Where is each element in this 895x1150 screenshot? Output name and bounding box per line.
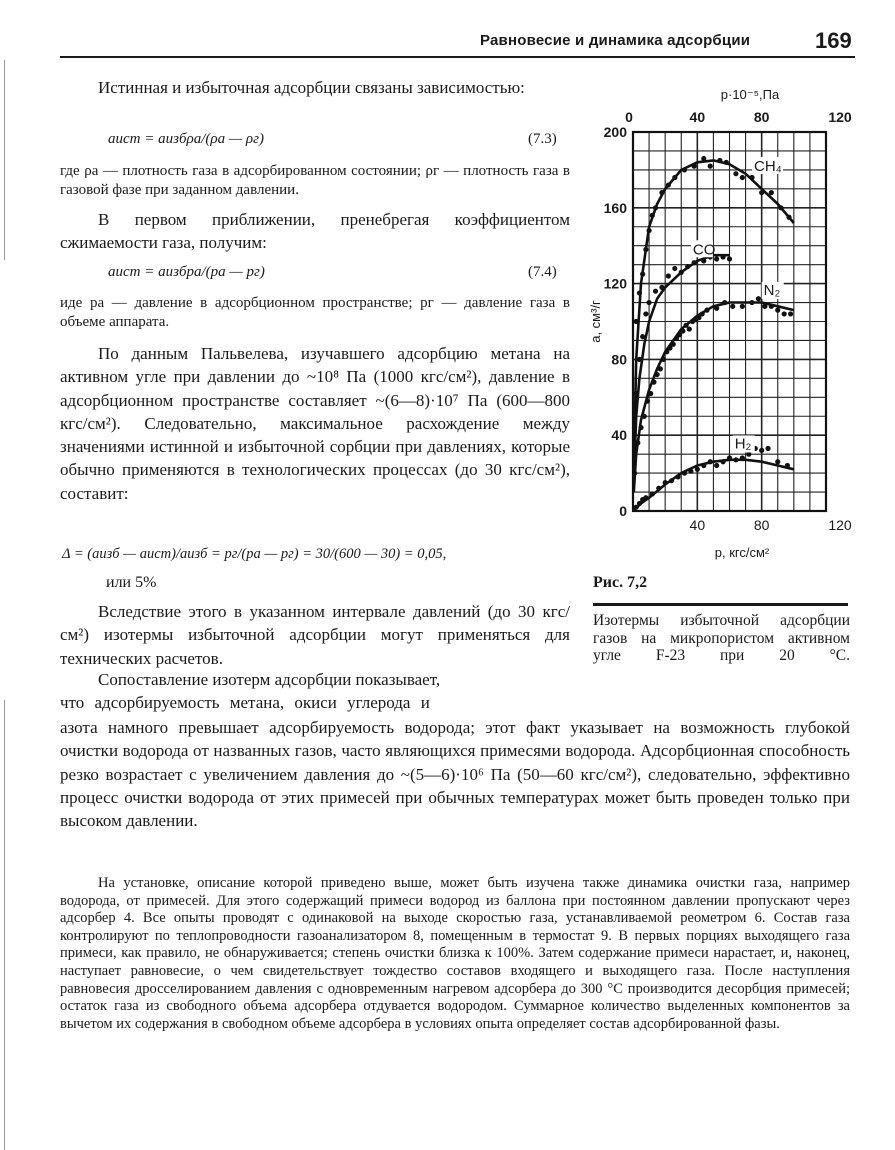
figure-caption-text: Изотермы избыточной адсорбции газов на микропористом активном угле F-23 при 20 °C.: [593, 612, 850, 664]
y-tick-label: 40: [611, 427, 627, 444]
series-label: CH₄: [754, 157, 782, 175]
data-point: [645, 398, 650, 403]
top-tick-label: 120: [828, 109, 852, 125]
data-point: [762, 304, 767, 309]
equation-delta: Δ = (aизб — aист)/aизб = pг/(pа — pг) = 30/(600 — 30) = 0,05,: [62, 546, 447, 562]
data-point: [679, 270, 684, 275]
data-point: [717, 158, 722, 163]
data-point: [666, 273, 671, 278]
data-point: [656, 486, 661, 491]
data-point: [685, 264, 690, 269]
data-point: [708, 164, 713, 169]
chart-grid: [633, 132, 826, 511]
data-point: [708, 459, 713, 464]
data-point: [671, 342, 676, 347]
paragraph-palvelev-data: По данным Пальвелева, изучавшего адсорбцию метана на активном угле при давлении до ~10⁸ Па (1000 кгс/см²), давление в адсорбционном пространстве составляет ~(6—8)·10⁷ Па (600—800 кгс/см²). Следовательно, максимальное расхождение между значениями истинной и избыточной сорбции при давлениях, которые обычно применяются в технологических процессах (до 30 кгс/см²), составит:: [60, 344, 570, 503]
data-point: [704, 308, 709, 313]
paragraph-pressure-definition: иде pа — давление в адсорбционном пространстве; pг — давление газа в объеме аппарата.: [60, 295, 570, 330]
data-point: [663, 480, 668, 485]
series-label: N₂: [763, 281, 781, 299]
data-point: [730, 304, 735, 309]
equation-delta-result: или 5%: [106, 574, 157, 591]
equation-7-4-number: (7.4): [528, 264, 557, 280]
data-point: [650, 491, 655, 496]
top-axis-title: p·10⁻⁵,Па: [720, 87, 780, 102]
x-tick-label: 120: [828, 517, 852, 533]
top-tick-label: 0: [625, 109, 633, 125]
data-point: [740, 455, 745, 460]
data-point: [637, 357, 642, 362]
data-point: [669, 478, 674, 483]
data-point: [655, 372, 660, 377]
header-rule: [60, 56, 855, 58]
paragraph-purification-dynamics: На установке, описание которой приведено выше, может быть изучена также динамика очистки газа, например водорода, от примесей. Для этого содержащий примеси водород из баллона при постоянном давлении пропускают через адсорбер 4. Все опыты проводят с одинаковой на выходе скоростью газа, устанавливаемой реометром 6. Состав газа контролируют по теплопроводности газоанализатором 8, помещенным в термостат 9. В первых порциях выходящего газа примеси, как правило, не обнаруживается; степень очистки близка к 100%. Затем содержание примеси нарастает, и, наконец, наступает равновесие, о чем свидетельствует тождество составов входящего и выходящего газа. После наступления равновесия дросселированием давления с одновременным нагревом адсорбера до 300 °C производится десорбция примесей; остаток газа из свободного объема адсорбера отдувается водородом. Суммарное количество выделенных компонентов за вычетом их содержания в свободном объеме адсорбера в условиях опыта определяет состав адсорбированной фазы.: [60, 875, 850, 1032]
equation-7-3: aист = aизбρа/(ρа — ρг): [108, 131, 264, 147]
equation-7-4: aист = aизбpа/(pа — pг): [108, 264, 265, 280]
paragraph-comparison-line-2: что адсорбируемость метана, окиси углерода и: [60, 693, 430, 712]
data-point: [700, 311, 705, 316]
data-point: [714, 306, 719, 311]
data-point: [634, 319, 639, 324]
data-point: [727, 256, 732, 261]
paragraph-technical-calculations: Вследствие этого в указанном интервале давлений (до 30 кгс/см²) изотермы избыточной адсорбции могут применяться для технических расчетов.: [60, 602, 570, 668]
equation-7-3-number: (7.3): [528, 131, 557, 147]
data-point: [642, 414, 647, 419]
data-point: [646, 300, 651, 305]
data-point: [640, 334, 645, 339]
data-point: [775, 459, 780, 464]
data-point: [682, 471, 687, 476]
data-point: [733, 457, 738, 462]
data-point: [720, 459, 725, 464]
data-point: [759, 448, 764, 453]
chart-points: [632, 156, 793, 510]
data-point: [680, 328, 685, 333]
data-point: [638, 425, 643, 430]
adsorption-isotherms-chart: [560, 75, 860, 570]
data-point: [672, 266, 677, 271]
data-point: [769, 190, 774, 195]
data-point: [640, 272, 645, 277]
paragraph-density-definition: где ρа — плотность газа в адсорбированном состоянии; ρг — плотность газа в газовой фазе при заданном давлении.: [60, 163, 570, 198]
data-point: [769, 304, 774, 309]
data-point: [643, 495, 648, 500]
data-point: [651, 380, 656, 385]
paragraph-first-approximation: В первом приближении, пренебрегая коэффициентом сжимаемости газа, получим:: [60, 210, 570, 253]
data-point: [778, 205, 783, 210]
data-point: [650, 213, 655, 218]
series-label: CO: [692, 241, 716, 259]
data-point: [675, 474, 680, 479]
data-point: [692, 164, 697, 169]
y-axis-title: a, см³/г: [588, 300, 603, 343]
data-point: [632, 471, 637, 476]
data-point: [634, 391, 639, 396]
y-tick-label: 200: [603, 124, 627, 140]
data-point: [653, 289, 658, 294]
data-point: [759, 190, 764, 195]
top-tick-label: 40: [689, 109, 706, 125]
data-point: [740, 304, 745, 309]
y-tick-label: 120: [603, 275, 627, 292]
y-tick-label: 80: [611, 351, 627, 368]
data-point: [661, 357, 666, 362]
series-label: H₂: [734, 435, 752, 453]
data-point: [643, 247, 648, 252]
figure-caption-rule: [593, 603, 848, 606]
figure-caption-title: Рис. 7,2: [593, 574, 648, 591]
data-point: [672, 175, 677, 180]
data-point: [749, 175, 754, 180]
data-point: [646, 228, 651, 233]
binding-edge-line-top: [4, 60, 5, 260]
data-point: [775, 308, 780, 313]
data-point: [648, 391, 653, 396]
data-point: [788, 311, 793, 316]
data-point: [785, 463, 790, 468]
data-point: [637, 290, 642, 295]
data-point: [635, 440, 640, 445]
y-tick-label: 160: [603, 199, 627, 216]
data-point: [701, 156, 706, 161]
data-point: [756, 296, 761, 301]
data-point: [722, 300, 727, 305]
data-point: [695, 467, 700, 472]
data-point: [714, 463, 719, 468]
data-point: [740, 175, 745, 180]
data-point: [643, 311, 648, 316]
running-head: Равновесие и динамика адсорбции: [480, 32, 751, 49]
data-point: [653, 205, 658, 210]
x-axis-title: p, кгс/см²: [714, 545, 770, 560]
data-point: [724, 160, 729, 165]
data-point: [659, 190, 664, 195]
binding-edge-line-bottom: [4, 700, 5, 1150]
data-point: [701, 463, 706, 468]
paragraph-intro: Истинная и избыточная адсорбции связаны зависимостью:: [98, 78, 525, 97]
data-point: [782, 311, 787, 316]
data-point: [786, 215, 791, 220]
paragraph-comparison-rest: азота намного превышает адсорбируемость водорода; этот факт указывает на возможность глубокой очистки водорода от названных газов, часто являющихся примесями водорода. Адсорбционная способность резко возрастает с увеличением давления до ~(5—6)·10⁶ Па (50—60 кгс/см²), следовательно, эффективно процесс очистки водорода от этих примесей при обычных температурах может быть проведен только при высоком давлении.: [60, 718, 850, 831]
data-point: [727, 455, 732, 460]
data-point: [658, 366, 663, 371]
data-point: [733, 171, 738, 176]
x-tick-label: 40: [689, 517, 706, 533]
data-point: [682, 167, 687, 172]
data-point: [659, 285, 664, 290]
data-point: [720, 254, 725, 259]
data-point: [666, 182, 671, 187]
data-point: [766, 446, 771, 451]
data-point: [687, 326, 692, 331]
top-tick-label: 80: [753, 109, 770, 125]
y-tick-label: 0: [619, 503, 627, 519]
data-point: [688, 469, 693, 474]
data-point: [749, 300, 754, 305]
x-tick-label: 80: [753, 517, 770, 533]
paragraph-comparison-line-1: Сопоставление изотерм адсорбции показывает,: [98, 670, 441, 689]
data-point: [701, 258, 706, 263]
page-number: 169: [815, 28, 852, 53]
data-point: [692, 260, 697, 265]
